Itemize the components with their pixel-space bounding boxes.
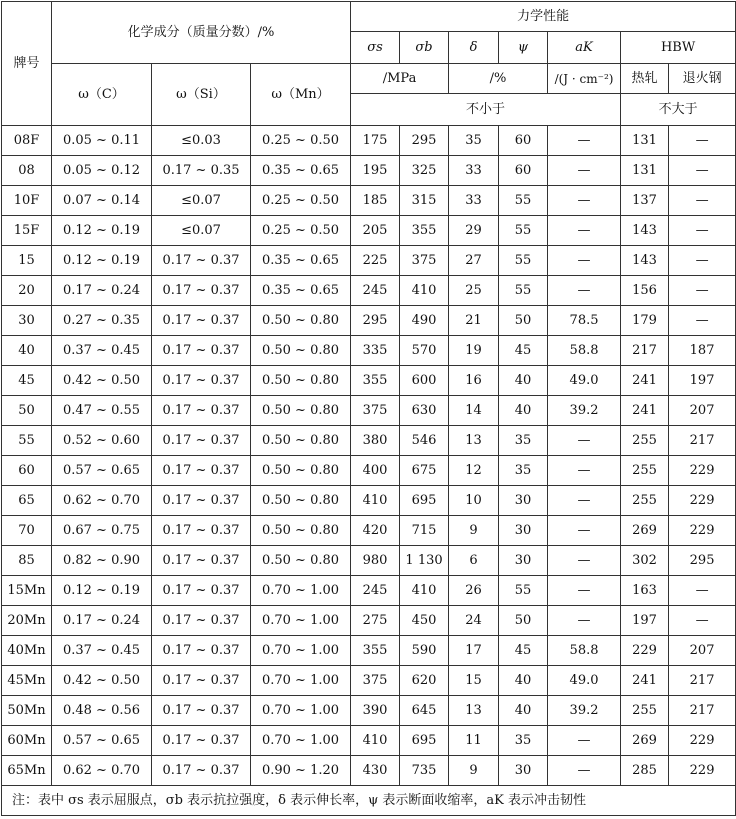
cell-ak: — xyxy=(548,756,621,786)
table-row xyxy=(2,636,736,666)
cell-hbw-annealed: 207 xyxy=(669,636,736,666)
cell-ak: — xyxy=(548,726,621,756)
cell-hbw-annealed: — xyxy=(669,186,736,216)
cell-manganese: 0.25 ~ 0.50 xyxy=(251,126,351,156)
cell-silicon: 0.17 ~ 0.37 xyxy=(152,276,251,306)
cell-hbw-hot-rolled: 241 xyxy=(621,666,669,696)
cell-silicon: 0.17 ~ 0.35 xyxy=(152,156,251,186)
cell-psi: 35 xyxy=(499,456,548,486)
cell-sigma-b: 315 xyxy=(400,186,449,216)
cell-psi: 30 xyxy=(499,516,548,546)
cell-sigma-b: 490 xyxy=(400,306,449,336)
cell-sigma-s: 245 xyxy=(351,276,400,306)
cell-delta: 35 xyxy=(449,126,499,156)
header-mechanical-properties: 力学性能 xyxy=(351,2,736,32)
table-row xyxy=(2,126,736,156)
cell-sigma-s: 225 xyxy=(351,246,400,276)
cell-psi: 40 xyxy=(499,666,548,696)
cell-delta: 9 xyxy=(449,756,499,786)
header-grade: 牌号 xyxy=(2,2,52,126)
cell-ak: — xyxy=(548,576,621,606)
cell-delta: 14 xyxy=(449,396,499,426)
cell-delta: 21 xyxy=(449,306,499,336)
cell-hbw-hot-rolled: 137 xyxy=(621,186,669,216)
cell-manganese: 0.50 ~ 0.80 xyxy=(251,306,351,336)
cell-grade: 65 xyxy=(2,486,52,516)
cell-manganese: 0.25 ~ 0.50 xyxy=(251,216,351,246)
table-row xyxy=(2,696,736,726)
cell-carbon: 0.17 ~ 0.24 xyxy=(52,606,152,636)
cell-psi: 30 xyxy=(499,486,548,516)
cell-hbw-annealed: 229 xyxy=(669,456,736,486)
cell-delta: 6 xyxy=(449,546,499,576)
cell-carbon: 0.62 ~ 0.70 xyxy=(52,756,152,786)
cell-hbw-hot-rolled: 143 xyxy=(621,216,669,246)
cell-delta: 16 xyxy=(449,366,499,396)
cell-sigma-s: 355 xyxy=(351,636,400,666)
cell-hbw-annealed: 197 xyxy=(669,366,736,396)
cell-sigma-b: 630 xyxy=(400,396,449,426)
cell-manganese: 0.70 ~ 1.00 xyxy=(251,636,351,666)
header-annealed: 退火钢 xyxy=(669,64,736,94)
cell-sigma-s: 355 xyxy=(351,366,400,396)
cell-sigma-s: 375 xyxy=(351,396,400,426)
cell-grade: 15F xyxy=(2,216,52,246)
cell-sigma-s: 400 xyxy=(351,456,400,486)
header-unit-mpa: /MPa xyxy=(351,64,449,94)
cell-sigma-b: 600 xyxy=(400,366,449,396)
cell-delta: 12 xyxy=(449,456,499,486)
cell-ak: — xyxy=(548,246,621,276)
cell-hbw-hot-rolled: 285 xyxy=(621,756,669,786)
cell-delta: 15 xyxy=(449,666,499,696)
table-row xyxy=(2,156,736,186)
table-row xyxy=(2,366,736,396)
cell-hbw-annealed: — xyxy=(669,576,736,606)
cell-grade: 08 xyxy=(2,156,52,186)
cell-ak: — xyxy=(548,456,621,486)
cell-sigma-s: 430 xyxy=(351,756,400,786)
cell-psi: 60 xyxy=(499,126,548,156)
table-row xyxy=(2,546,736,576)
cell-hbw-hot-rolled: 255 xyxy=(621,486,669,516)
table-row xyxy=(2,396,736,426)
cell-hbw-annealed: 295 xyxy=(669,546,736,576)
cell-manganese: 0.25 ~ 0.50 xyxy=(251,186,351,216)
header-hot-rolled: 热轧 xyxy=(621,64,669,94)
cell-psi: 60 xyxy=(499,156,548,186)
cell-manganese: 0.50 ~ 0.80 xyxy=(251,486,351,516)
cell-psi: 45 xyxy=(499,636,548,666)
cell-sigma-s: 410 xyxy=(351,486,400,516)
cell-manganese: 0.50 ~ 0.80 xyxy=(251,516,351,546)
cell-carbon: 0.82 ~ 0.90 xyxy=(52,546,152,576)
cell-sigma-b: 546 xyxy=(400,426,449,456)
cell-sigma-b: 1 130 xyxy=(400,546,449,576)
cell-silicon: 0.17 ~ 0.37 xyxy=(152,396,251,426)
cell-delta: 10 xyxy=(449,486,499,516)
cell-hbw-annealed: 217 xyxy=(669,426,736,456)
cell-hbw-annealed: — xyxy=(669,276,736,306)
cell-carbon: 0.52 ~ 0.60 xyxy=(52,426,152,456)
cell-grade: 20 xyxy=(2,276,52,306)
cell-ak: — xyxy=(548,486,621,516)
cell-silicon: 0.17 ~ 0.37 xyxy=(152,756,251,786)
cell-hbw-annealed: — xyxy=(669,126,736,156)
cell-delta: 33 xyxy=(449,186,499,216)
cell-hbw-hot-rolled: 302 xyxy=(621,546,669,576)
cell-psi: 55 xyxy=(499,246,548,276)
cell-sigma-b: 675 xyxy=(400,456,449,486)
cell-silicon: ≤0.03 xyxy=(152,126,251,156)
cell-ak: — xyxy=(548,126,621,156)
cell-psi: 45 xyxy=(499,336,548,366)
cell-sigma-b: 375 xyxy=(400,246,449,276)
cell-sigma-s: 205 xyxy=(351,216,400,246)
cell-psi: 55 xyxy=(499,216,548,246)
cell-psi: 50 xyxy=(499,606,548,636)
header-manganese: ω（Mn） xyxy=(251,64,351,126)
cell-ak: 58.8 xyxy=(548,636,621,666)
cell-hbw-hot-rolled: 197 xyxy=(621,606,669,636)
cell-sigma-b: 645 xyxy=(400,696,449,726)
cell-delta: 11 xyxy=(449,726,499,756)
cell-hbw-annealed: 229 xyxy=(669,726,736,756)
cell-hbw-annealed: — xyxy=(669,306,736,336)
cell-silicon: 0.17 ~ 0.37 xyxy=(152,366,251,396)
header-carbon: ω（C） xyxy=(52,64,152,126)
cell-hbw-annealed: 217 xyxy=(669,666,736,696)
cell-grade: 50Mn xyxy=(2,696,52,726)
cell-silicon: 0.17 ~ 0.37 xyxy=(152,576,251,606)
cell-psi: 55 xyxy=(499,186,548,216)
cell-delta: 19 xyxy=(449,336,499,366)
cell-carbon: 0.17 ~ 0.24 xyxy=(52,276,152,306)
cell-hbw-annealed: 217 xyxy=(669,696,736,726)
table-row xyxy=(2,426,736,456)
cell-manganese: 0.50 ~ 0.80 xyxy=(251,336,351,366)
cell-manganese: 0.70 ~ 1.00 xyxy=(251,606,351,636)
cell-silicon: 0.17 ~ 0.37 xyxy=(152,426,251,456)
header-chemical-composition: 化学成分（质量分数）/% xyxy=(52,2,351,64)
cell-grade: 20Mn xyxy=(2,606,52,636)
cell-hbw-hot-rolled: 217 xyxy=(621,336,669,366)
cell-manganese: 0.90 ~ 1.20 xyxy=(251,756,351,786)
cell-hbw-hot-rolled: 255 xyxy=(621,456,669,486)
cell-psi: 35 xyxy=(499,726,548,756)
cell-sigma-b: 325 xyxy=(400,156,449,186)
cell-grade: 65Mn xyxy=(2,756,52,786)
cell-silicon: 0.17 ~ 0.37 xyxy=(152,516,251,546)
cell-sigma-s: 295 xyxy=(351,306,400,336)
cell-silicon: ≤0.07 xyxy=(152,186,251,216)
cell-silicon: 0.17 ~ 0.37 xyxy=(152,246,251,276)
header-sigma-s: σs xyxy=(351,32,400,64)
cell-grade: 15 xyxy=(2,246,52,276)
cell-hbw-annealed: — xyxy=(669,216,736,246)
cell-sigma-s: 380 xyxy=(351,426,400,456)
cell-hbw-hot-rolled: 269 xyxy=(621,516,669,546)
header-unit-percent: /% xyxy=(449,64,548,94)
cell-sigma-b: 715 xyxy=(400,516,449,546)
cell-hbw-hot-rolled: 241 xyxy=(621,366,669,396)
cell-manganese: 0.50 ~ 0.80 xyxy=(251,426,351,456)
cell-delta: 27 xyxy=(449,246,499,276)
cell-ak: 39.2 xyxy=(548,696,621,726)
table-row xyxy=(2,576,736,606)
cell-hbw-hot-rolled: 143 xyxy=(621,246,669,276)
header-delta: δ xyxy=(449,32,499,64)
cell-hbw-annealed: 229 xyxy=(669,516,736,546)
cell-delta: 25 xyxy=(449,276,499,306)
cell-psi: 55 xyxy=(499,276,548,306)
cell-silicon: 0.17 ~ 0.37 xyxy=(152,546,251,576)
cell-carbon: 0.48 ~ 0.56 xyxy=(52,696,152,726)
cell-grade: 85 xyxy=(2,546,52,576)
cell-carbon: 0.42 ~ 0.50 xyxy=(52,666,152,696)
cell-carbon: 0.12 ~ 0.19 xyxy=(52,576,152,606)
cell-hbw-hot-rolled: 255 xyxy=(621,696,669,726)
cell-hbw-annealed: — xyxy=(669,606,736,636)
cell-grade: 40 xyxy=(2,336,52,366)
cell-silicon: 0.17 ~ 0.37 xyxy=(152,486,251,516)
cell-carbon: 0.12 ~ 0.19 xyxy=(52,246,152,276)
cell-manganese: 0.50 ~ 0.80 xyxy=(251,456,351,486)
cell-sigma-s: 175 xyxy=(351,126,400,156)
table-row xyxy=(2,756,736,786)
cell-grade: 60 xyxy=(2,456,52,486)
cell-psi: 55 xyxy=(499,576,548,606)
cell-sigma-s: 410 xyxy=(351,726,400,756)
cell-grade: 70 xyxy=(2,516,52,546)
table-footnote: 注：表中 σs 表示屈服点，σb 表示抗拉强度，δ 表示伸长率，ψ 表示断面收缩率，aK 表示冲击韧性 xyxy=(2,786,736,816)
cell-silicon: ≤0.07 xyxy=(152,216,251,246)
cell-carbon: 0.42 ~ 0.50 xyxy=(52,366,152,396)
cell-grade: 50 xyxy=(2,396,52,426)
cell-grade: 15Mn xyxy=(2,576,52,606)
cell-sigma-s: 375 xyxy=(351,666,400,696)
header-sigma-b: σb xyxy=(400,32,449,64)
cell-sigma-b: 695 xyxy=(400,486,449,516)
cell-delta: 9 xyxy=(449,516,499,546)
table-row xyxy=(2,666,736,696)
cell-manganese: 0.35 ~ 0.65 xyxy=(251,276,351,306)
header-ak: aK xyxy=(548,32,621,64)
table-row xyxy=(2,216,736,246)
cell-delta: 24 xyxy=(449,606,499,636)
cell-silicon: 0.17 ~ 0.37 xyxy=(152,726,251,756)
cell-carbon: 0.27 ~ 0.35 xyxy=(52,306,152,336)
cell-hbw-hot-rolled: 163 xyxy=(621,576,669,606)
cell-grade: 55 xyxy=(2,426,52,456)
cell-hbw-hot-rolled: 269 xyxy=(621,726,669,756)
cell-sigma-b: 295 xyxy=(400,126,449,156)
cell-grade: 60Mn xyxy=(2,726,52,756)
cell-sigma-b: 590 xyxy=(400,636,449,666)
cell-delta: 33 xyxy=(449,156,499,186)
cell-carbon: 0.57 ~ 0.65 xyxy=(52,726,152,756)
cell-hbw-annealed: — xyxy=(669,156,736,186)
cell-psi: 50 xyxy=(499,306,548,336)
cell-hbw-annealed: 207 xyxy=(669,396,736,426)
cell-carbon: 0.05 ~ 0.11 xyxy=(52,126,152,156)
cell-sigma-b: 410 xyxy=(400,276,449,306)
cell-hbw-annealed: 229 xyxy=(669,486,736,516)
cell-hbw-annealed: — xyxy=(669,246,736,276)
cell-ak: — xyxy=(548,216,621,246)
cell-carbon: 0.67 ~ 0.75 xyxy=(52,516,152,546)
cell-ak: — xyxy=(548,546,621,576)
cell-manganese: 0.70 ~ 1.00 xyxy=(251,696,351,726)
cell-grade: 40Mn xyxy=(2,636,52,666)
cell-sigma-b: 620 xyxy=(400,666,449,696)
cell-ak: — xyxy=(548,276,621,306)
cell-carbon: 0.47 ~ 0.55 xyxy=(52,396,152,426)
cell-sigma-s: 185 xyxy=(351,186,400,216)
table-row xyxy=(2,276,736,306)
cell-hbw-hot-rolled: 229 xyxy=(621,636,669,666)
cell-silicon: 0.17 ~ 0.37 xyxy=(152,336,251,366)
table-row xyxy=(2,336,736,366)
cell-delta: 17 xyxy=(449,636,499,666)
cell-manganese: 0.70 ~ 1.00 xyxy=(251,576,351,606)
cell-hbw-hot-rolled: 156 xyxy=(621,276,669,306)
cell-ak: — xyxy=(548,426,621,456)
table-row xyxy=(2,486,736,516)
cell-sigma-b: 735 xyxy=(400,756,449,786)
cell-grade: 10F xyxy=(2,186,52,216)
cell-sigma-b: 570 xyxy=(400,336,449,366)
table-body xyxy=(2,126,736,786)
cell-sigma-s: 335 xyxy=(351,336,400,366)
table-row xyxy=(2,726,736,756)
cell-ak: — xyxy=(548,156,621,186)
cell-sigma-b: 695 xyxy=(400,726,449,756)
cell-silicon: 0.17 ~ 0.37 xyxy=(152,606,251,636)
table-row xyxy=(2,186,736,216)
cell-hbw-annealed: 187 xyxy=(669,336,736,366)
cell-silicon: 0.17 ~ 0.37 xyxy=(152,696,251,726)
cell-hbw-hot-rolled: 241 xyxy=(621,396,669,426)
header-unit-ak: /(J · cm⁻²) xyxy=(548,64,621,94)
cell-psi: 30 xyxy=(499,756,548,786)
table-row xyxy=(2,246,736,276)
cell-psi: 30 xyxy=(499,546,548,576)
cell-grade: 45Mn xyxy=(2,666,52,696)
cell-psi: 40 xyxy=(499,696,548,726)
cell-manganese: 0.70 ~ 1.00 xyxy=(251,666,351,696)
cell-carbon: 0.12 ~ 0.19 xyxy=(52,216,152,246)
header-hbw: HBW xyxy=(621,32,736,64)
cell-delta: 13 xyxy=(449,696,499,726)
steel-properties-table xyxy=(1,1,736,816)
cell-carbon: 0.37 ~ 0.45 xyxy=(52,336,152,366)
cell-carbon: 0.05 ~ 0.12 xyxy=(52,156,152,186)
cell-grade: 45 xyxy=(2,366,52,396)
cell-sigma-b: 355 xyxy=(400,216,449,246)
cell-hbw-hot-rolled: 131 xyxy=(621,156,669,186)
cell-delta: 26 xyxy=(449,576,499,606)
table-row xyxy=(2,606,736,636)
cell-silicon: 0.17 ~ 0.37 xyxy=(152,456,251,486)
cell-psi: 40 xyxy=(499,366,548,396)
cell-ak: 39.2 xyxy=(548,396,621,426)
cell-sigma-s: 980 xyxy=(351,546,400,576)
cell-grade: 08F xyxy=(2,126,52,156)
cell-sigma-s: 275 xyxy=(351,606,400,636)
table-row xyxy=(2,456,736,486)
cell-manganese: 0.35 ~ 0.65 xyxy=(251,156,351,186)
cell-sigma-b: 410 xyxy=(400,576,449,606)
cell-sigma-b: 450 xyxy=(400,606,449,636)
cell-psi: 35 xyxy=(499,426,548,456)
cell-ak: 49.0 xyxy=(548,366,621,396)
cell-sigma-s: 195 xyxy=(351,156,400,186)
cell-psi: 40 xyxy=(499,396,548,426)
cell-hbw-hot-rolled: 255 xyxy=(621,426,669,456)
header-silicon: ω（Si） xyxy=(152,64,251,126)
cell-silicon: 0.17 ~ 0.37 xyxy=(152,636,251,666)
cell-silicon: 0.17 ~ 0.37 xyxy=(152,666,251,696)
cell-ak: 58.8 xyxy=(548,336,621,366)
cell-sigma-s: 245 xyxy=(351,576,400,606)
cell-ak: — xyxy=(548,186,621,216)
table-row xyxy=(2,306,736,336)
cell-carbon: 0.07 ~ 0.14 xyxy=(52,186,152,216)
cell-carbon: 0.62 ~ 0.70 xyxy=(52,486,152,516)
cell-manganese: 0.50 ~ 0.80 xyxy=(251,366,351,396)
cell-carbon: 0.37 ~ 0.45 xyxy=(52,636,152,666)
cell-carbon: 0.57 ~ 0.65 xyxy=(52,456,152,486)
cell-sigma-s: 420 xyxy=(351,516,400,546)
cell-ak: 49.0 xyxy=(548,666,621,696)
cell-sigma-s: 390 xyxy=(351,696,400,726)
header-psi: ψ xyxy=(499,32,548,64)
header-not-less-than: 不小于 xyxy=(351,94,621,126)
cell-hbw-annealed: 229 xyxy=(669,756,736,786)
table-row xyxy=(2,516,736,546)
cell-manganese: 0.70 ~ 1.00 xyxy=(251,726,351,756)
cell-manganese: 0.35 ~ 0.65 xyxy=(251,246,351,276)
cell-grade: 30 xyxy=(2,306,52,336)
cell-delta: 13 xyxy=(449,426,499,456)
cell-hbw-hot-rolled: 131 xyxy=(621,126,669,156)
cell-manganese: 0.50 ~ 0.80 xyxy=(251,546,351,576)
cell-ak: — xyxy=(548,606,621,636)
cell-manganese: 0.50 ~ 0.80 xyxy=(251,396,351,426)
cell-hbw-hot-rolled: 179 xyxy=(621,306,669,336)
cell-ak: 78.5 xyxy=(548,306,621,336)
cell-delta: 29 xyxy=(449,216,499,246)
header-not-more-than: 不大于 xyxy=(621,94,736,126)
cell-ak: — xyxy=(548,516,621,546)
cell-silicon: 0.17 ~ 0.37 xyxy=(152,306,251,336)
